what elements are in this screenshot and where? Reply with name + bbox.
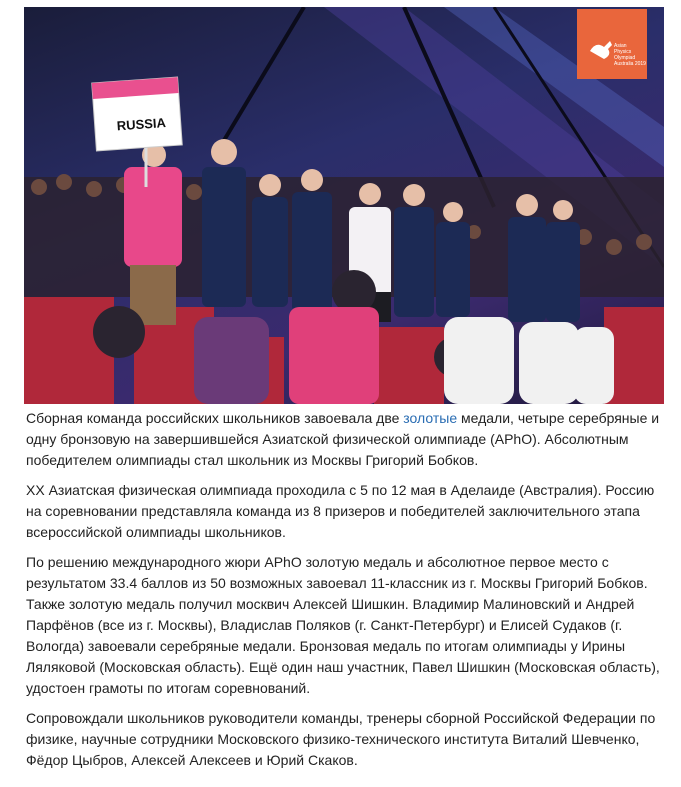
logo-line-2: Physics — [614, 49, 632, 55]
gold-medals-link[interactable]: золотые — [403, 410, 458, 426]
caption-after-link: медали, четыре серебряные и одну бронзовую на завершившейся Азиатской физической олимпиаде (APhO). Абсолютным победителем олимпиады стал школьник из Москвы Григорий Бобков. — [26, 410, 660, 468]
paragraph-results: По решению международного жюри APhO золотую медаль и абсолютное первое место с результатом 33.4 баллов из 50 возможных завоевал 11-классник из г. Москвы Григорий Бобков. Также золотую медаль получил москвич Алексей Шишкин. Владимир Малиновский и Андрей Парфёнов (все из г. Москвы), Владислав Поляков (г. Санкт-Петербург) и Елисей Судаков (г. Вологда) завоевали серебряные медали. Бронзовая медаль по итогам олимпиады у Ирины Ляляковой (Московская область). Ещё один наш участник, Павел Шишкин (Московская область), удостоен грамоты по итогам соревнований. — [26, 554, 660, 696]
sign-text: RUSSIA — [116, 115, 167, 134]
logo-line-4: Australia 2019 — [614, 61, 646, 67]
caption-before-link: Сборная команда российских школьников завоевала две — [26, 410, 404, 426]
paragraph-event: XX Азиатская физическая олимпиада проходила с 5 по 12 мая в Аделаиде (Австралия). Россию на соревновании представляла команда из 8 призеров и победителей заключительного этапа всероссийской олимпиады школьников. — [26, 482, 655, 540]
event-logo — [577, 9, 647, 79]
logo-line-1: Asian — [614, 43, 627, 49]
paragraph-leaders: Сопровождали школьников руководители команды, тренеры сборной Российской Федерации по физике, научные сотрудники Московского физико-технического института Виталий Шевченко, Фёдор Цыбров, Алексей Алексеев и Юрий Скаков. — [26, 710, 656, 768]
article — [24, 7, 664, 771]
photo-caption — [24, 408, 664, 471]
team-members — [202, 139, 580, 322]
russia-sign — [92, 77, 183, 151]
logo-line-3: Olympiad — [614, 55, 636, 61]
team-photo-illustration — [24, 7, 664, 404]
team-photo — [24, 7, 664, 404]
